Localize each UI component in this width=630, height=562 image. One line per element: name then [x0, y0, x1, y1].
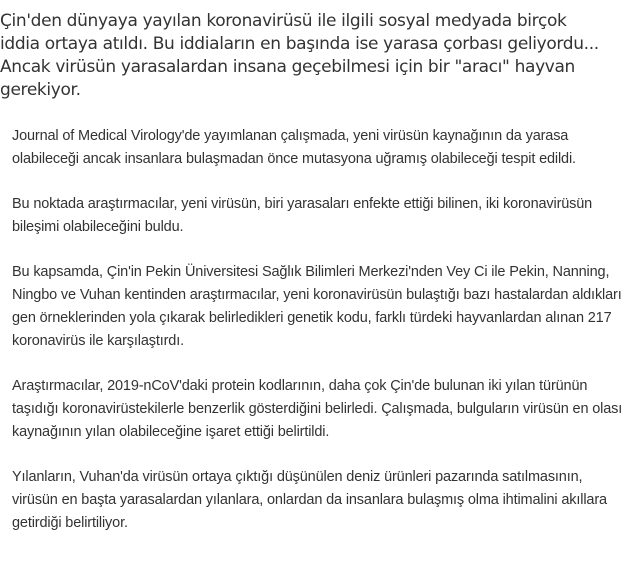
article-body [12, 125, 627, 557]
article-paragraph: Yılanların, Vuhan'da virüsün ortaya çıktığı düşünülen deniz ürünleri pazarında satılmasının, virüsün en başta yarasalardan yılanlara, onlardan da insanlara bulaşmış olma ihtimalini akıllara getirdiği belirtiliyor. [12, 469, 607, 531]
article-lead: Çin'den dünyaya yayılan koronavirüsü ile ilgili sosyal medyada birçok iddia ortaya atıldı. Bu iddiaların en başında ise yarasa çorbası geliyordu... Ancak virüsün yarasalardan insana geçebilmesi için bir "aracı" hayvan gerekiyor. [0, 11, 599, 100]
article-paragraph: Bu noktada araştırmacılar, yeni virüsün, biri yarasaları enfekte ettiği bilinen, iki koronavirüsün bileşimi olabileceğini buldu. [12, 196, 593, 235]
article-paragraph: Journal of Medical Virology'de yayımlanan çalışmada, yeni virüsün kaynağının da yarasa olabileceği ancak insanlara bulaşmadan önce mutasyona uğramış olabileceği tespit edildi. [12, 128, 576, 167]
article-paragraph: Bu kapsamda, Çin'in Pekin Üniversitesi Sağlık Bilimleri Merkezi'nden Vey Ci ile Pekin, Nanning, Ningbo ve Vuhan kentinden araştırmacılar, yeni koronavirüsün bulaştığı bazı hastalardan aldıkları gen örneklerinden yola çıkarak belirledikleri genetik kodu, farklı türdeki hayvanlardan alınan 217 koronavirüs ile karşılaştırdı. [12, 264, 622, 349]
article-paragraph: Araştırmacılar, 2019-nCoV'daki protein kodlarının, daha çok Çin'de bulunan iki yılan türünün taşıdığı koronavirüstekilerle benzerlik gösterdiğini belirledi. Çalışmada, bulguların virüsün en olası kaynağının yılan olabileceğine işaret ettiği belirtildi. [12, 378, 623, 440]
